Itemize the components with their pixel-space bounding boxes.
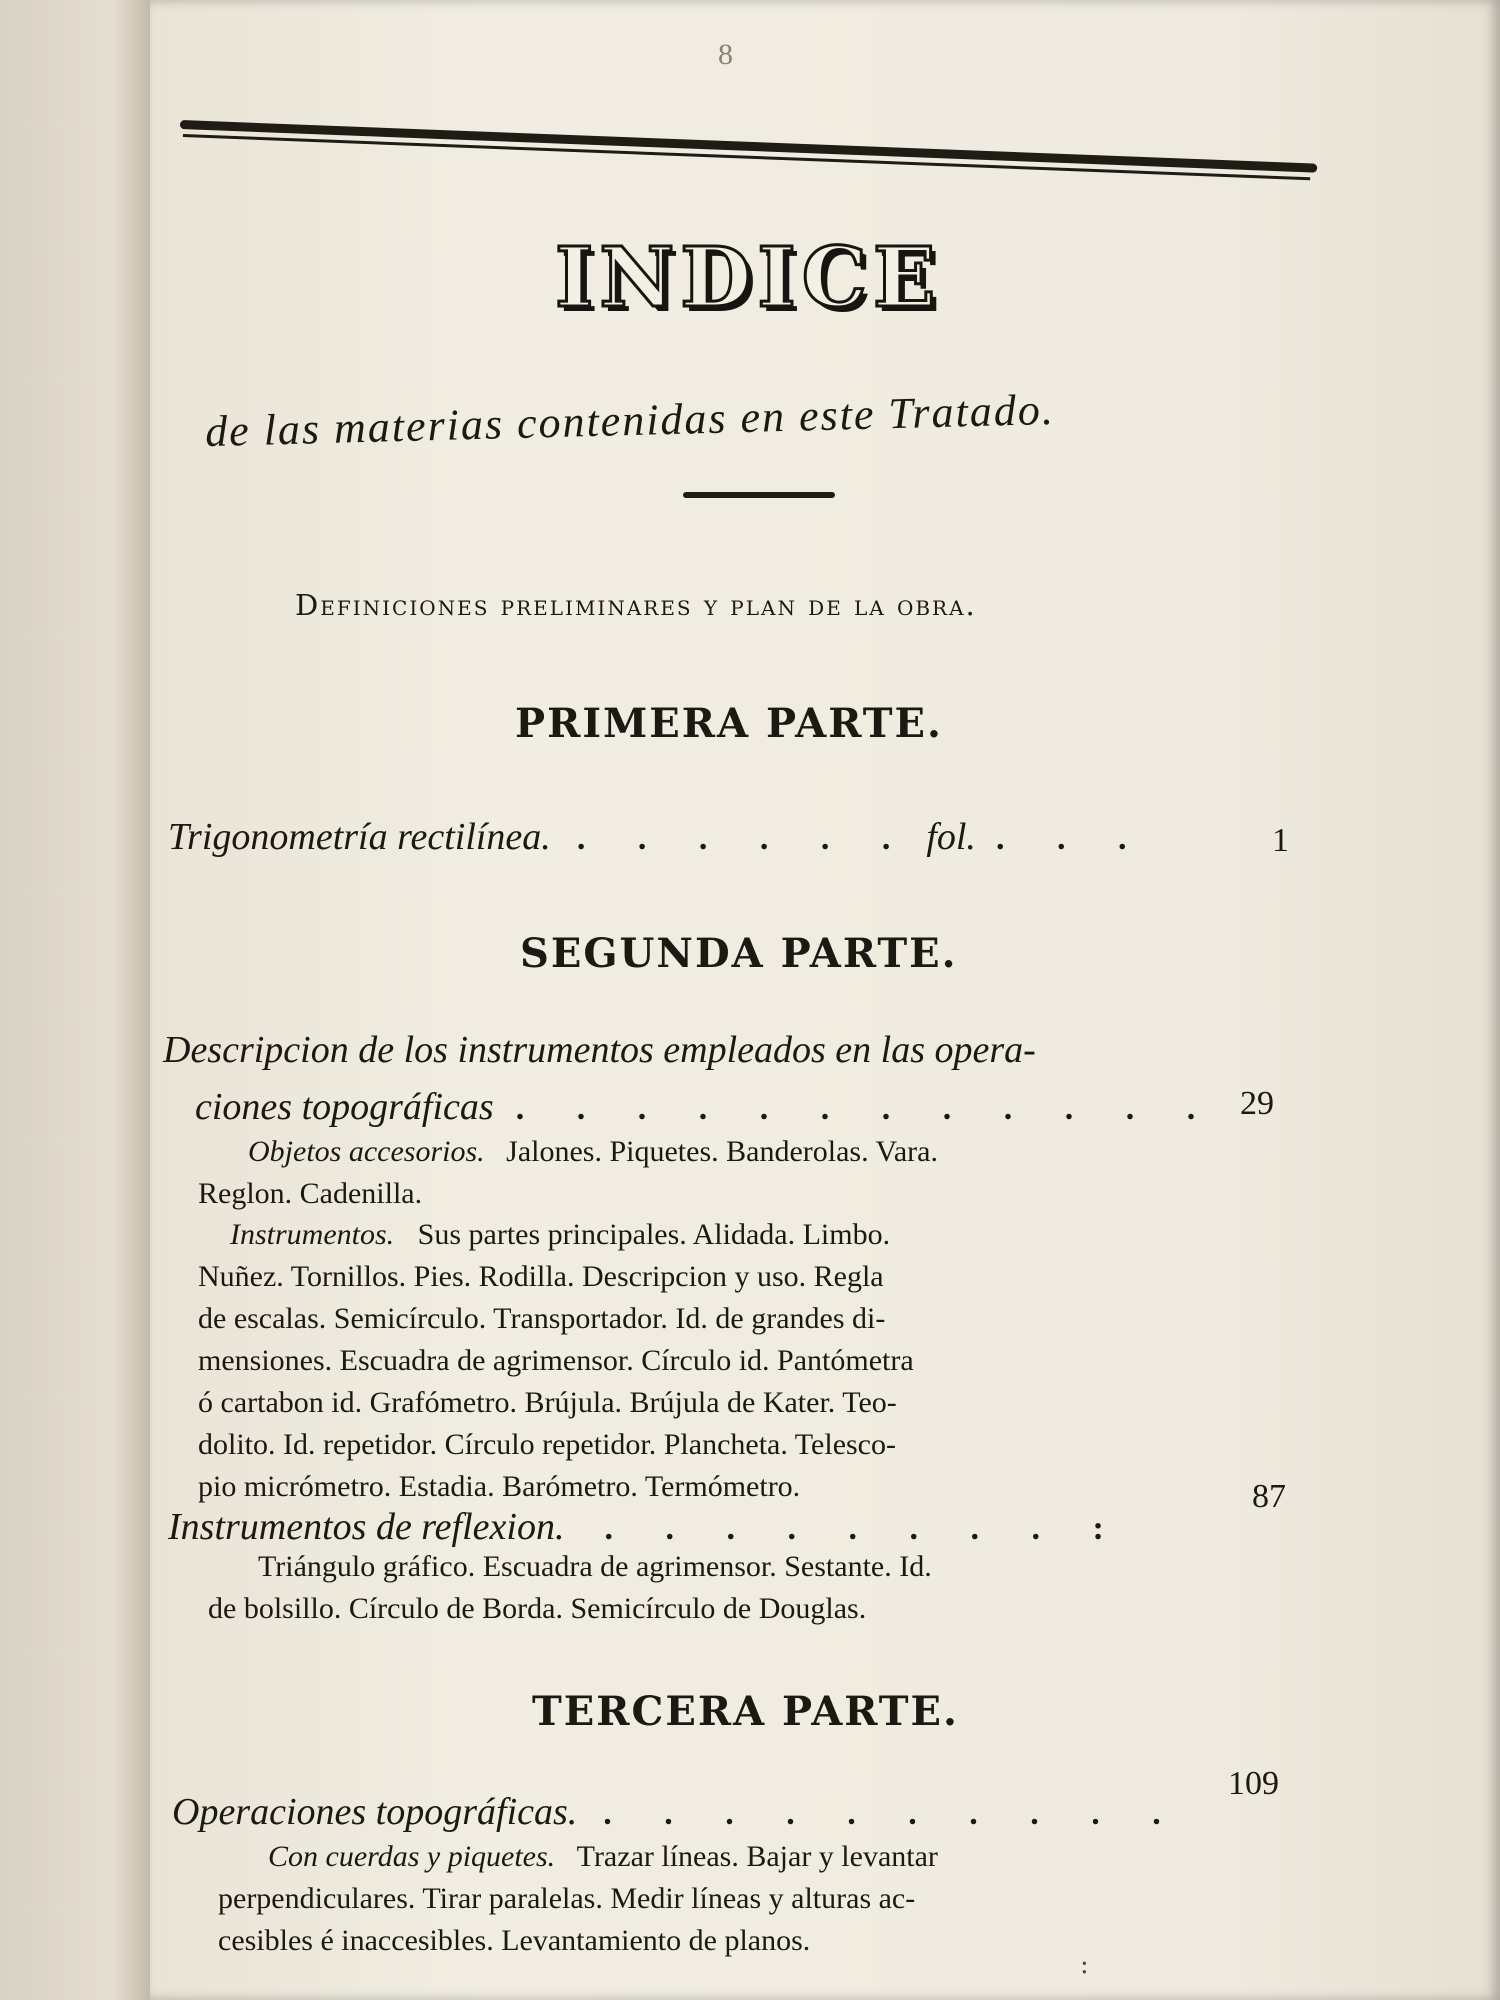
intro-heading: Definiciones preliminares y plan de la obra. xyxy=(295,588,977,622)
leader-dots: . . . . . . . . . . xyxy=(603,1795,1183,1832)
body-line: Reglon. Cadenilla. xyxy=(198,1177,423,1210)
part-heading-segunda: SEGUNDA PARTE. xyxy=(520,930,958,977)
sub-label: Objetos accesorios. xyxy=(248,1135,485,1168)
folio-number: 109 xyxy=(1228,1765,1279,1802)
title-divider xyxy=(683,492,835,498)
part-heading-tercera: TERCERA PARTE. xyxy=(532,1688,959,1735)
left-page-edge xyxy=(0,0,160,2000)
sub-label: Instrumentos. xyxy=(230,1218,395,1251)
index-subtitle: de las materias contenidas en este Tratado. xyxy=(204,384,1056,457)
body-line: Sus partes principales. Alidada. Limbo. xyxy=(417,1218,891,1251)
body-line: de bolsillo. Círculo de Borda. Semicírculo de Douglas. xyxy=(208,1592,867,1625)
body-line: perpendiculares. Tirar paralelas. Medir líneas y alturas ac- xyxy=(218,1882,916,1915)
leader-dots: . . . . . . xyxy=(576,820,913,857)
body-line: dolito. Id. repetidor. Círculo repetidor. Plancheta. Telesco- xyxy=(198,1428,896,1461)
entry-title: Operaciones topográficas. xyxy=(172,1791,578,1833)
body-line: Trazar líneas. Bajar y levantar xyxy=(576,1840,938,1873)
folio-number: 1 xyxy=(1272,822,1289,859)
body-line: de escalas. Semicírculo. Transportador. Id. de grandes di- xyxy=(198,1302,886,1335)
body-line: cesibles é inaccesibles. Levantamiento de planos. xyxy=(218,1924,811,1957)
entry-descripcion-title-cont xyxy=(195,1085,1217,1129)
page-number: 8 xyxy=(718,38,733,71)
body-line: ó cartabon id. Grafómetro. Brújula. Brújula de Kater. Teo- xyxy=(198,1386,897,1419)
continuation-mark: : xyxy=(1080,1950,1089,1980)
fol-label: fol. xyxy=(926,816,976,858)
folio-number: 29 xyxy=(1240,1085,1274,1122)
body-line: Triángulo gráfico. Escuadra de agrimensor. Sestante. Id. xyxy=(258,1550,932,1583)
instrumentos-line xyxy=(230,1218,890,1252)
entry-reflexion xyxy=(168,1505,1126,1549)
folio-number: 87 xyxy=(1252,1478,1286,1515)
body-line: pio micrómetro. Estadia. Barómetro. Termómetro. xyxy=(198,1470,801,1503)
index-title: INDICE xyxy=(555,230,942,326)
sub-label: Con cuerdas y piquetes. xyxy=(268,1840,556,1873)
operaciones-line xyxy=(268,1840,938,1874)
body-line: Nuñez. Tornillos. Pies. Rodilla. Descripcion y uso. Regla xyxy=(198,1260,884,1293)
part-heading-primera: PRIMERA PARTE. xyxy=(515,700,943,747)
leader-dots: . . . . . . . . : xyxy=(604,1510,1126,1547)
entry-descripcion-title: Descripcion de los instrumentos empleados en las opera- xyxy=(163,1029,1036,1071)
leader-dots: . . . xyxy=(995,820,1149,857)
objetos-line xyxy=(248,1135,938,1169)
entry-title: Trigonometría rectilínea. xyxy=(168,816,551,858)
entry-operaciones xyxy=(172,1790,1183,1834)
leader-dots: . . . . . . . . . . . . xyxy=(515,1090,1218,1127)
entry-trigonometria xyxy=(168,815,1148,859)
body-line: mensiones. Escuadra de agrimensor. Círculo id. Pantómetra xyxy=(198,1344,914,1377)
body-line: Jalones. Piquetes. Banderolas. Vara. xyxy=(506,1135,938,1168)
entry-title: Instrumentos de reflexion. xyxy=(168,1506,565,1548)
entry-title: ciones topográficas xyxy=(195,1086,494,1128)
